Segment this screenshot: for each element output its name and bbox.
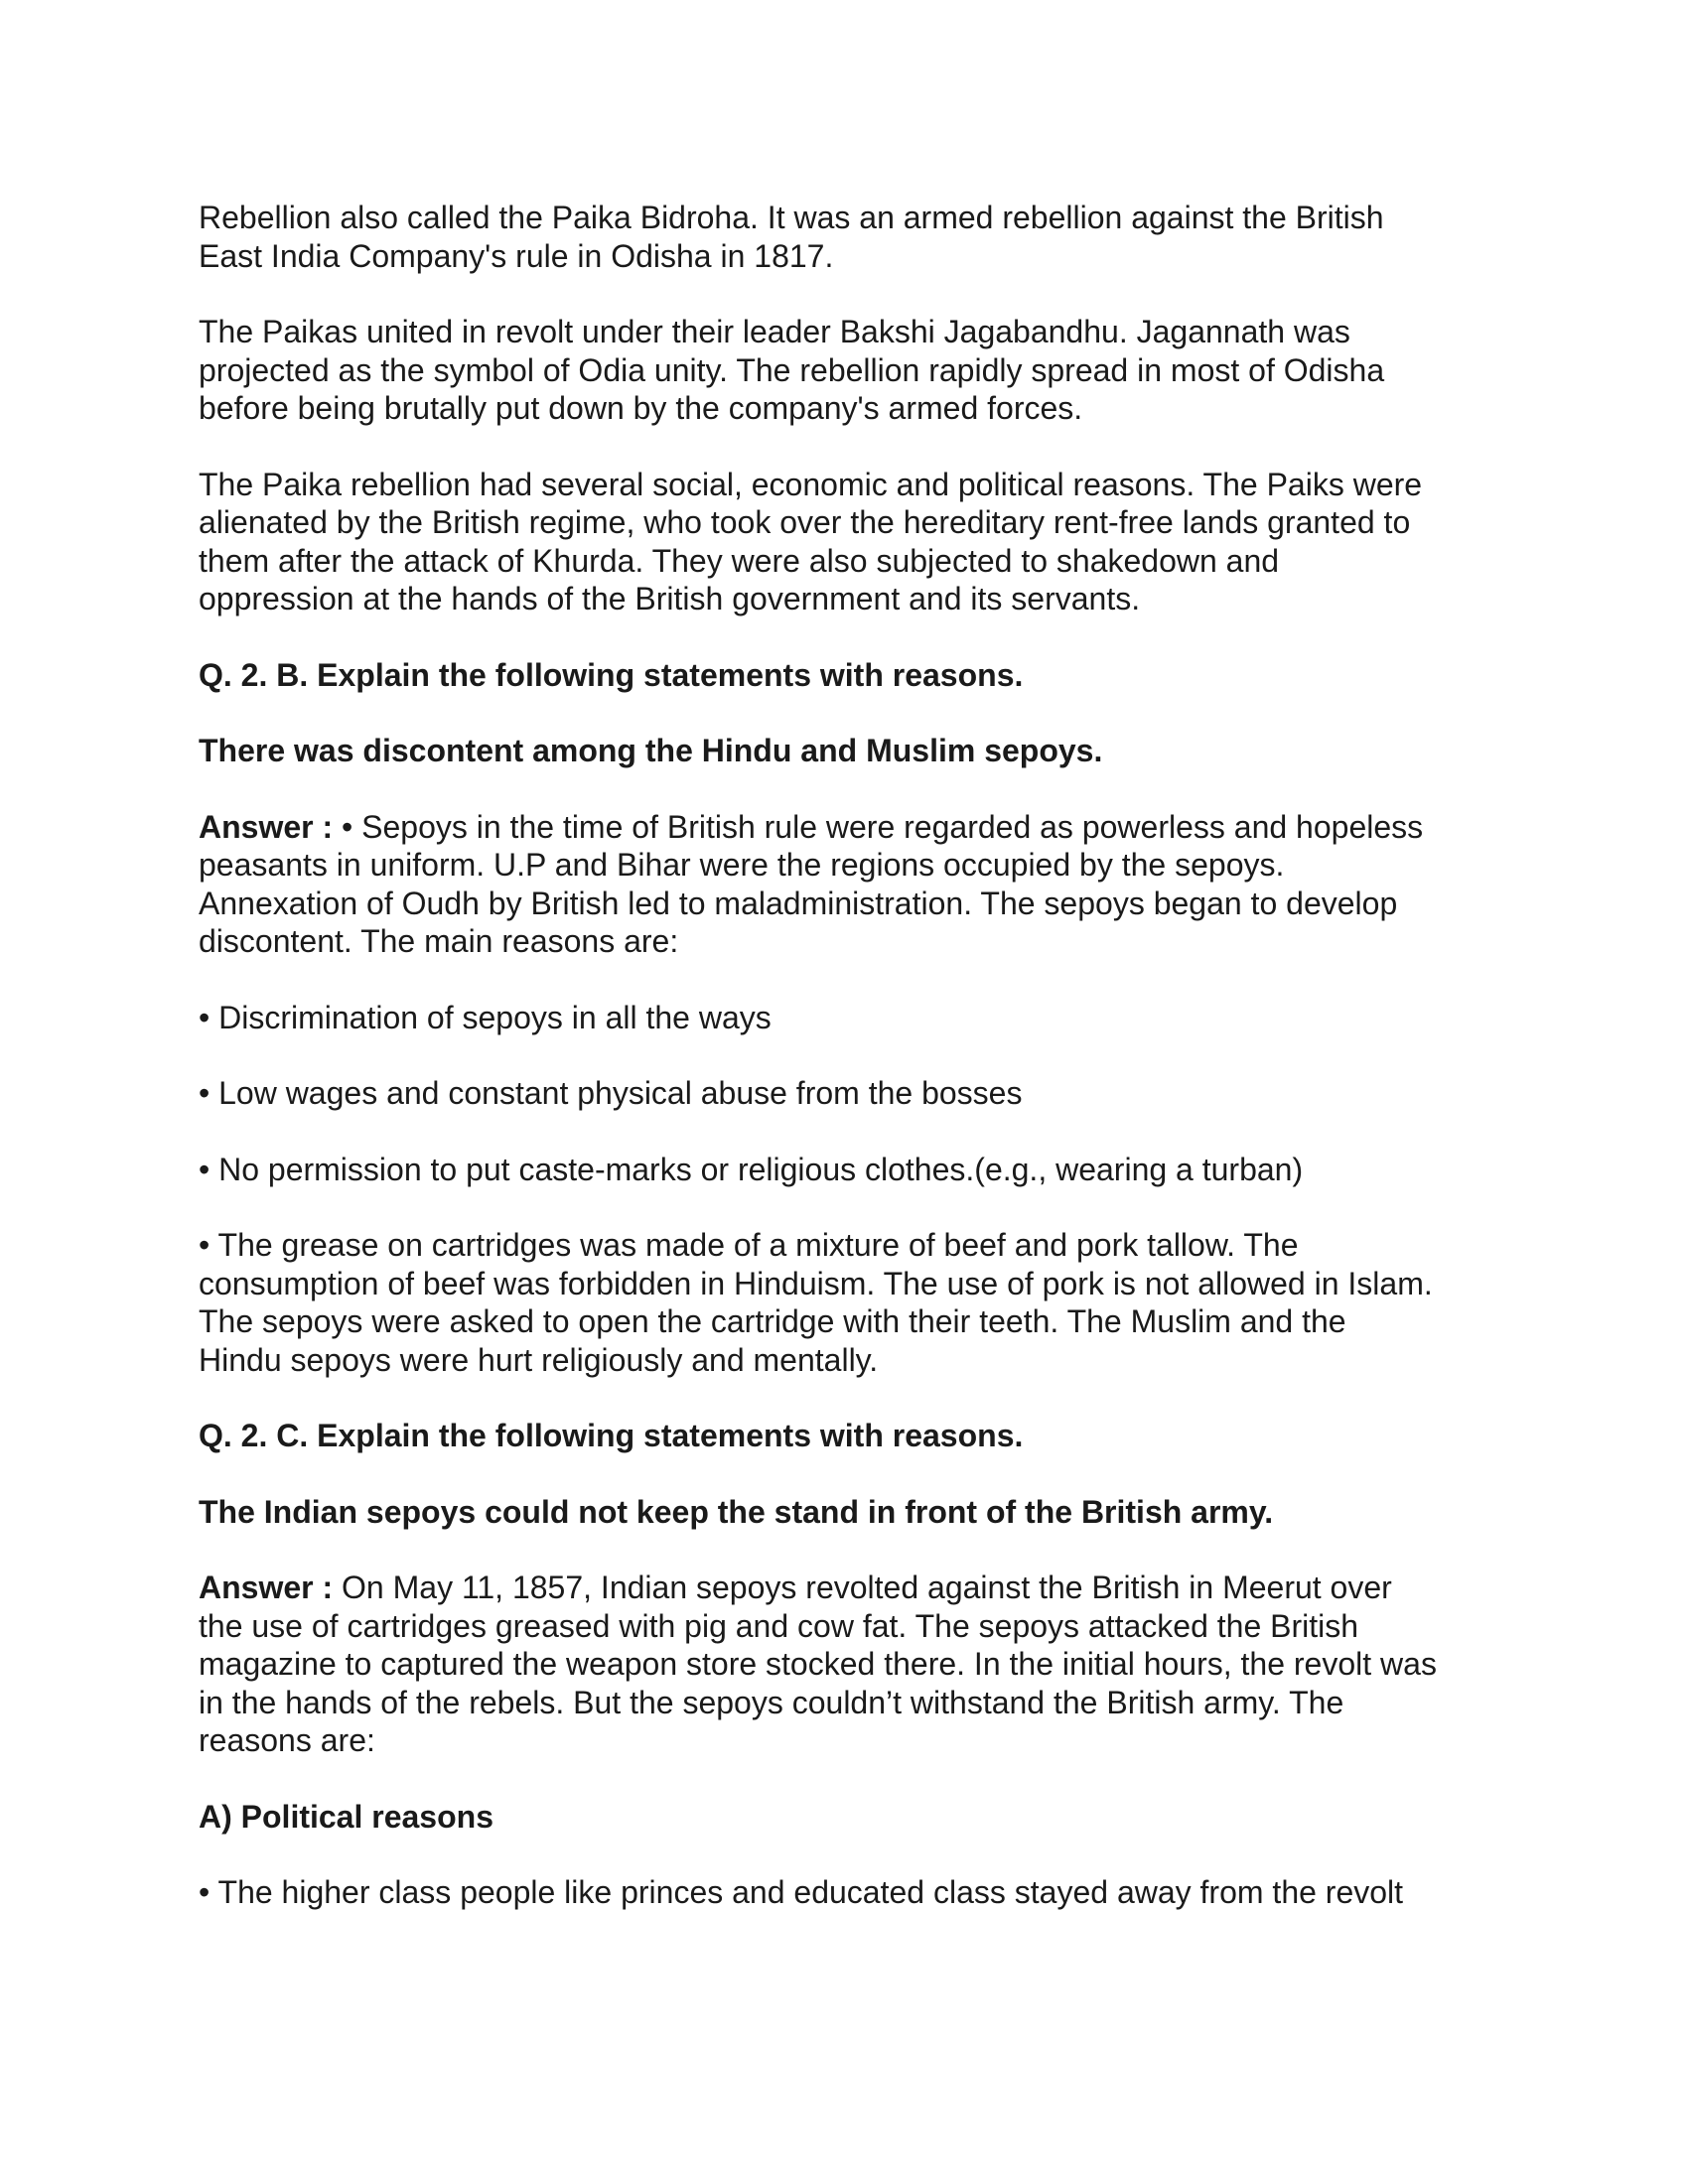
- answer-text: On May 11, 1857, Indian sepoys revolted against the British in Meerut over: [333, 1570, 1392, 1605]
- subheading-political-reasons: A) Political reasons: [199, 1798, 493, 1835]
- text-line: consumption of beef was forbidden in Hinduism. The use of pork is not allowed in Islam.: [199, 1265, 1433, 1301]
- text-line: East India Company's rule in Odisha in 1817.: [199, 237, 834, 274]
- question-heading-2b: Q. 2. B. Explain the following statements with reasons.: [199, 656, 1024, 693]
- paragraph-paika-leader: [199, 313, 1499, 428]
- bullet-item-cartridges: [199, 1226, 1499, 1379]
- text-line: reasons are:: [199, 1722, 375, 1758]
- text-line: the use of cartridges greased with pig and cow fat. The sepoys attacked the British: [199, 1607, 1359, 1644]
- text-line: peasants in uniform. U.P and Bihar were the regions occupied by the sepoys.: [199, 847, 1285, 883]
- text-line: Annexation of Oudh by British led to maladministration. The sepoys began to develop: [199, 885, 1398, 921]
- text-line: The Paikas united in revolt under their leader Bakshi Jagabandhu. Jagannath was: [199, 314, 1350, 349]
- text-line: oppression at the hands of the British government and its servants.: [199, 581, 1141, 616]
- text-line: Hindu sepoys were hurt religiously and mentally.: [199, 1341, 879, 1378]
- bullet-item: • No permission to put caste-marks or religious clothes.(e.g., wearing a turban): [199, 1151, 1304, 1187]
- document-page: [199, 199, 1499, 1950]
- text-line: alienated by the British regime, who took over the hereditary rent-free lands granted to: [199, 504, 1411, 540]
- answer-label: Answer :: [199, 1570, 334, 1605]
- paragraph-paika-reasons: [199, 466, 1499, 618]
- text-line: them after the attack of Khurda. They were also subjected to shakedown and: [199, 542, 1280, 579]
- text-line: Rebellion also called the Paika Bidroha. It was an armed rebellion against the British: [199, 200, 1384, 235]
- answer-2b: [199, 808, 1499, 961]
- question-statement-2c: The Indian sepoys could not keep the stand in front of the British army.: [199, 1493, 1274, 1530]
- text-line: projected as the symbol of Odia unity. The rebellion rapidly spread in most of Odisha: [199, 351, 1385, 388]
- paragraph-paika-intro: [199, 199, 1499, 275]
- answer-label: Answer :: [199, 808, 334, 845]
- bullet-item: • The higher class people like princes and educated class stayed away from the revolt: [199, 1874, 1404, 1910]
- text-line: magazine to captured the weapon store stocked there. In the initial hours, the revolt was: [199, 1646, 1437, 1682]
- text-line: The sepoys were asked to open the cartridge with their teeth. The Muslim and the: [199, 1303, 1346, 1339]
- text-line: • The grease on cartridges was made of a mixture of beef and pork tallow. The: [199, 1227, 1299, 1263]
- bullet-item: • Low wages and constant physical abuse from the bosses: [199, 1075, 1023, 1111]
- text-line: The Paika rebellion had several social, economic and political reasons. The Paiks were: [199, 466, 1423, 502]
- text-line: [199, 1569, 1499, 1607]
- question-heading-2c: Q. 2. C. Explain the following statements with reasons.: [199, 1418, 1024, 1453]
- text-line: in the hands of the rebels. But the sepoys couldn’t withstand the British army. The: [199, 1684, 1344, 1720]
- text-line: [199, 808, 1499, 847]
- question-statement-2b: There was discontent among the Hindu and Muslim sepoys.: [199, 733, 1103, 768]
- text-line: discontent. The main reasons are:: [199, 923, 679, 959]
- answer-2c: [199, 1569, 1499, 1760]
- text-line: before being brutally put down by the company's armed forces.: [199, 390, 1083, 426]
- bullet-item: • Discrimination of sepoys in all the ways: [199, 999, 772, 1035]
- answer-text: • Sepoys in the time of British rule were regarded as powerless and hopeless: [333, 808, 1424, 845]
